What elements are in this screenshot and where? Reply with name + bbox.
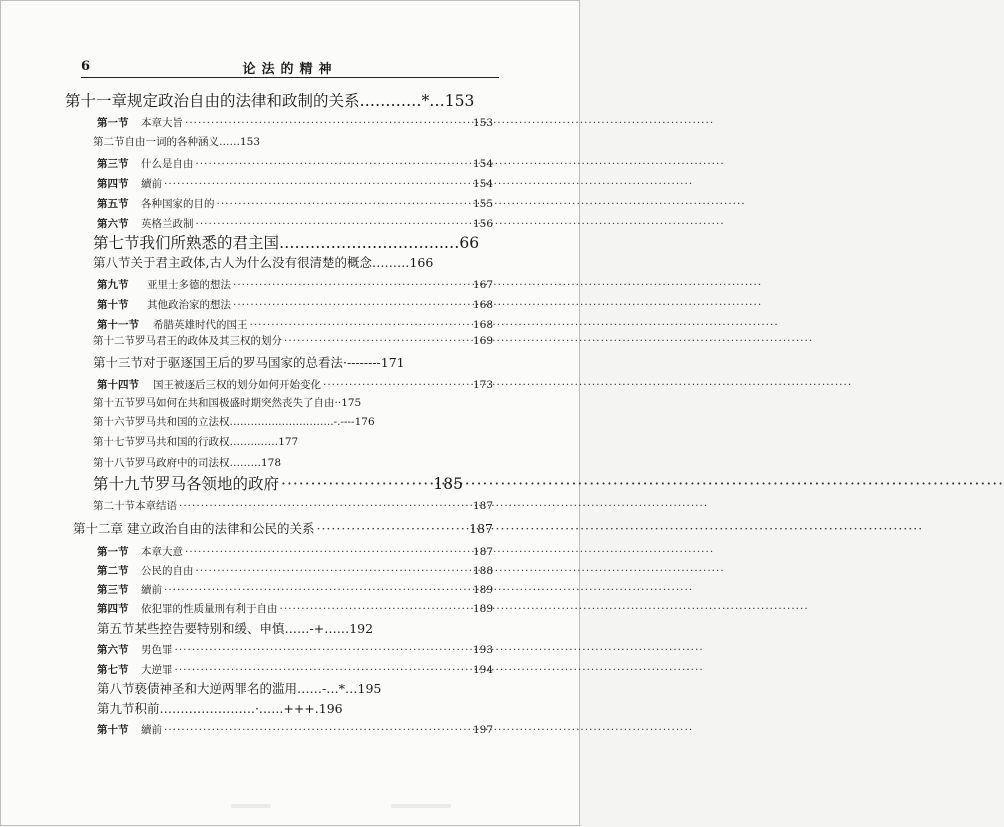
toc-label: 什么是自由 [141,158,194,170]
toc-page: 169 [472,335,493,347]
toc-section[interactable] [93,333,493,348]
toc-label: 第二节自由一词的各种涵义 [93,136,219,148]
toc-section[interactable] [97,377,493,392]
toc-leader-dots [164,178,471,190]
toc-label: 本章大意 [141,546,183,558]
toc-leader-dots [217,198,471,210]
toc-leader-dots [196,565,471,577]
toc-page: 153 [240,136,261,148]
toc-label: 第十七节罗马共和国的行政权 [93,436,230,448]
toc-page: 166 [409,255,434,270]
toc-section[interactable] [97,699,397,717]
toc-section[interactable] [97,582,493,597]
toc-section[interactable] [97,679,437,697]
toc-section-number: 第十节 [97,299,129,311]
toc-leader: ……-…*… [297,681,358,696]
toc-page: 189 [472,603,493,615]
toc-section[interactable] [93,395,413,410]
toc-leader: ·-------- [343,355,381,370]
toc-page: 193 [472,644,493,656]
toc-label: 第十五节罗马如何在共和国极盛时期突然丧失了自由 [93,397,335,409]
toc-leader-dots [233,299,471,311]
toc-page: 167 [472,279,493,291]
toc-section-number: 第七节 [97,664,129,676]
toc-label: 第二十节本章结语 [93,500,177,512]
toc-section-number: 第四节 [97,603,129,615]
toc-section[interactable] [97,642,493,657]
toc-section[interactable] [93,455,393,470]
toc-page: 154 [472,178,493,190]
toc-page: 188 [472,565,493,577]
toc-page: 197 [472,724,493,736]
toc-leader-dots [316,521,467,536]
running-title: 论法的精神 [242,62,338,77]
toc-leader: …………..……..……..-.---- [229,416,355,428]
toc-chapter-12[interactable] [73,519,493,537]
toc-leader-dots [284,335,471,347]
toc-page: 173 [472,379,493,391]
toc-label: 第七节我们所熟悉的君主国 [93,234,280,252]
toc-label: 英格兰政制 [141,218,194,230]
toc-section-number: 第六节 [97,644,129,656]
toc-leader-dots [281,475,431,493]
toc-section[interactable] [97,619,437,637]
toc-page: 155 [472,198,493,210]
toc-label: 續前 [141,178,162,190]
toc-label: 希腊英雄时代的国王 [153,319,248,331]
toc-section-number: 第十一节 [97,319,139,331]
toc-label: 公民的自由 [141,565,194,577]
toc-section[interactable] [97,156,493,171]
toc-section-number: 第三节 [97,158,129,170]
toc-leader: …………………………..… [279,234,460,252]
toc-label: 亚里士多德的想法 [147,279,231,291]
toc-section[interactable] [93,472,463,494]
toc-section[interactable] [93,414,413,429]
toc-label: 第五节某些控告要特别和缓、申慎 [97,621,285,636]
toc-leader-dots [164,724,471,736]
toc-section[interactable] [93,434,393,449]
toc-leader-dots [233,279,471,291]
toc-section-number: 第五节 [97,198,129,210]
toc-leader: ……… [229,457,261,469]
toc-page: 66 [459,234,480,252]
toc-section[interactable] [97,277,493,292]
toc-leader-dots [280,603,471,615]
toc-chapter-11[interactable] [65,89,475,111]
toc-page: 189 [472,584,493,596]
toc-label: 国王被逐后三权的划分如何开始变化 [153,379,321,391]
toc-leader-dots [164,584,471,596]
toc-leader: …………*… [359,92,445,110]
toc-page: 196 [318,701,343,716]
toc-label: 第十三节对于驱逐国王后的罗马国家的总看法 [93,355,344,370]
toc-section[interactable] [93,498,493,513]
toc-section[interactable] [97,115,493,130]
toc-page: 187 [472,500,493,512]
toc-section[interactable] [97,722,493,737]
toc-section[interactable] [97,297,493,312]
toc-leader: ……-+…… [284,621,350,636]
toc-leader: ……..…… [229,436,279,448]
toc-label: 依犯罪的性质量刑有利于自由 [141,603,278,615]
toc-page: 192 [349,621,374,636]
toc-section[interactable] [93,253,493,271]
toc-section[interactable] [97,563,493,578]
toc-section-number: 第四节 [97,178,129,190]
toc-leader-dots [185,117,471,129]
toc-leader-dots [175,644,471,656]
toc-label: 第八节关于君主政体,古人为什么没有很清楚的概念 [93,255,372,270]
toc-page: 178 [261,457,282,469]
toc-leader: ……………….….·.…..+++. [159,701,319,716]
toc-page: 177 [278,436,299,448]
toc-section[interactable] [93,231,493,253]
table-of-contents [1,1,581,827]
toc-page: 154 [472,158,493,170]
toc-section-number: 第二节 [97,565,129,577]
toc-section-number: 第三节 [97,584,129,596]
toc-label: 第十一章规定政治自由的法律和政制的关系 [65,92,360,110]
toc-leader-dots [185,546,471,558]
toc-page: 168 [472,319,493,331]
toc-label: 各种国家的目的 [141,198,215,210]
toc-page: 195 [357,681,382,696]
toc-section-number: 第一节 [97,546,129,558]
toc-section[interactable] [93,353,493,371]
toc-section[interactable] [97,216,493,231]
toc-label: 第十六节罗马共和国的立法权 [93,416,230,428]
toc-leader-dots [179,500,471,512]
toc-section[interactable] [97,544,493,559]
toc-label: 男色罪 [141,644,173,656]
toc-leader: ·· [334,397,342,409]
toc-page: 194 [472,664,493,676]
toc-section-number: 第一节 [97,117,129,129]
toc-page: 185 [433,475,463,493]
toc-label: 大逆罪 [141,664,173,676]
toc-leader-dots [323,379,471,391]
toc-label: 第十二章 建立政治自由的法律和公民的关系 [73,521,315,536]
toc-leader-dots [196,218,471,230]
toc-leader: …… [219,136,240,148]
page-number: 6 [81,59,91,74]
toc-section[interactable] [97,601,493,616]
toc-leader: ……… [371,255,410,270]
toc-label: 第十二节罗马君王的政体及其三权的划分 [93,335,282,347]
toc-section[interactable] [97,317,493,332]
toc-label: 第八节亵债神圣和大逆两罪名的滥用 [97,681,298,696]
toc-section-number: 第九节 [97,279,129,291]
toc-section[interactable] [97,176,493,191]
toc-leader-dots [175,664,471,676]
toc-section[interactable] [93,134,353,149]
toc-page: 153 [472,117,493,129]
toc-page: 187 [472,546,493,558]
toc-label: 第十九节罗马各领地的政府 [93,475,280,493]
toc-section[interactable] [97,196,493,211]
toc-label: 續前 [141,724,162,736]
toc-label: 第十八节罗马政府中的司法权 [93,457,230,469]
toc-leader-dots [250,319,471,331]
toc-page: 187 [469,521,493,536]
toc-page: 168 [472,299,493,311]
toc-label: 續前 [141,584,162,596]
toc-page: 171 [380,355,405,370]
toc-section-number: 第十四节 [97,379,139,391]
toc-page: 153 [444,92,475,110]
toc-label: 第九节积前 [97,701,160,716]
toc-label: 其他政治家的想法 [147,299,231,311]
toc-section[interactable] [97,662,493,677]
toc-page: 156 [472,218,493,230]
scan-artifact [231,804,271,808]
toc-page: 175 [341,397,362,409]
toc-page: 176 [354,416,375,428]
toc-section-number: 第十节 [97,724,129,736]
toc-section-number: 第六节 [97,218,129,230]
toc-label: 本章大旨 [141,117,183,129]
toc-leader-dots [196,158,471,170]
scan-artifact [391,804,451,808]
